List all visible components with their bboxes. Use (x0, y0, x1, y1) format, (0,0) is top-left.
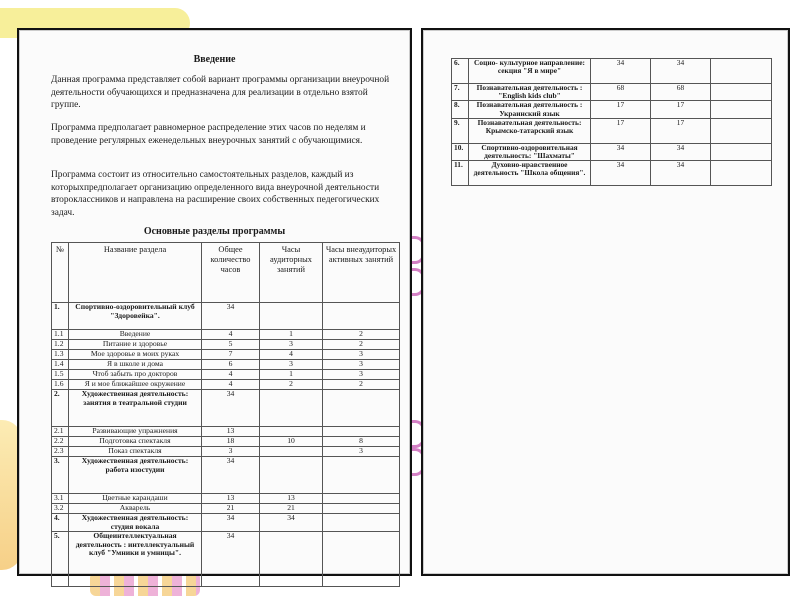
row-name: Подготовка спектакля (69, 437, 202, 447)
row-name: Спортивно-оздоровительная деятельность: "Шахматы" (469, 143, 591, 160)
table-row (52, 427, 400, 437)
row-extra (323, 532, 400, 587)
row-auditory: 13 (260, 494, 323, 504)
row-total: 34 (591, 161, 651, 186)
row-total: 13 (202, 427, 260, 437)
row-auditory: 17 (651, 118, 711, 143)
table-header-row (52, 243, 400, 303)
table-row (52, 360, 400, 370)
row-total: 4 (202, 380, 260, 390)
row-number: 3.1 (52, 494, 69, 504)
row-number: 2. (52, 390, 69, 427)
program-sections-table-continued (451, 58, 772, 186)
row-name: Художественная деятельность: студия вокала (69, 514, 202, 532)
row-extra (711, 118, 772, 143)
row-number: 1.6 (52, 380, 69, 390)
row-total: 4 (202, 370, 260, 380)
row-extra (711, 161, 772, 186)
row-number: 11. (452, 161, 469, 186)
row-auditory (260, 303, 323, 330)
row-auditory (260, 390, 323, 427)
row-number: 3.2 (52, 504, 69, 514)
table-row (52, 437, 400, 447)
row-extra (323, 514, 400, 532)
row-name: Художественная деятельность: занятия в театральной студии (69, 390, 202, 427)
page-title: Введение (193, 54, 236, 65)
row-name: Показ спектакля (69, 447, 202, 457)
row-number: 6. (452, 59, 469, 84)
document-page-left (17, 28, 412, 576)
row-extra (323, 303, 400, 330)
row-total: 68 (591, 84, 651, 101)
row-number: 2.1 (52, 427, 69, 437)
row-total: 34 (202, 532, 260, 587)
row-extra (711, 59, 772, 84)
row-total: 34 (202, 514, 260, 532)
column-header-extracurricular: Часы внеаудиторых активных занятий (323, 243, 400, 303)
row-total: 3 (202, 447, 260, 457)
row-name: Питание и здоровье (69, 340, 202, 350)
row-total: 13 (202, 494, 260, 504)
row-total: 34 (202, 457, 260, 494)
row-extra: 2 (323, 330, 400, 340)
table-row (52, 380, 400, 390)
column-header-auditory: Часы аудиторных занятий (260, 243, 323, 303)
table-row (52, 494, 400, 504)
row-number: 1. (52, 303, 69, 330)
row-name: Я в школе и дома (69, 360, 202, 370)
intro-paragraph-1: Данная программа представляет собой вариант программы организации внеурочной деятельности обучающихся и предназначена для реализации в отдельно взятой группе. (51, 75, 390, 111)
row-total: 7 (202, 350, 260, 360)
program-sections-table (51, 242, 400, 587)
table-row (452, 118, 772, 143)
row-extra: 3 (323, 447, 400, 457)
column-header-total: Общее количество часов (202, 243, 260, 303)
row-total: 34 (202, 303, 260, 330)
row-total: 6 (202, 360, 260, 370)
row-name: Познавательная деятельность : Украинский язык (469, 101, 591, 118)
table-row (52, 447, 400, 457)
row-auditory: 1 (260, 330, 323, 340)
row-auditory: 4 (260, 350, 323, 360)
row-name: Мое здоровье в моих руках (69, 350, 202, 360)
table-row (52, 370, 400, 380)
row-name: Социо- культурное направление: секция "Я в мире" (469, 59, 591, 84)
row-auditory: 2 (260, 380, 323, 390)
row-number: 1.1 (52, 330, 69, 340)
row-extra (323, 427, 400, 437)
row-number: 2.2 (52, 437, 69, 447)
row-number: 1.5 (52, 370, 69, 380)
row-extra: 8 (323, 437, 400, 447)
row-auditory: 10 (260, 437, 323, 447)
row-name: Духовно-нравственное деятельность "Школа общения". (469, 161, 591, 186)
row-auditory (260, 457, 323, 494)
row-number: 9. (452, 118, 469, 143)
row-name: Познавательная деятельность : "English kids club" (469, 84, 591, 101)
row-auditory (260, 532, 323, 587)
table-row (52, 303, 400, 330)
row-extra (711, 84, 772, 101)
row-name: Цветные карандаши (69, 494, 202, 504)
row-auditory (260, 427, 323, 437)
row-total: 21 (202, 504, 260, 514)
row-auditory: 17 (651, 101, 711, 118)
row-auditory: 34 (651, 161, 711, 186)
row-extra (323, 494, 400, 504)
table-row (52, 514, 400, 532)
row-total: 34 (202, 390, 260, 427)
row-auditory: 21 (260, 504, 323, 514)
table-row (452, 143, 772, 160)
row-total: 17 (591, 101, 651, 118)
row-number: 3. (52, 457, 69, 494)
intro-paragraph-2: Программа предполагает равномерное распределение этих часов по неделям и проведение регулярных еженедельных внеурочных занятий с обучающимися. (51, 123, 366, 146)
row-number: 10. (452, 143, 469, 160)
table-row (52, 532, 400, 587)
table-row (52, 390, 400, 427)
row-name: Введение (69, 330, 202, 340)
row-name: Спортивно-оздоровительный клуб "Здоровейка". (69, 303, 202, 330)
table-row (52, 330, 400, 340)
column-header-number: № (52, 243, 69, 303)
row-auditory: 3 (260, 360, 323, 370)
section-title: Основные разделы программы (143, 226, 286, 237)
row-auditory (260, 447, 323, 457)
row-name: Общеинтеллектуальная деятельность : интеллектуальный клуб "Умники и умницы". (69, 532, 202, 587)
table-row (52, 504, 400, 514)
row-auditory: 34 (651, 143, 711, 160)
row-auditory: 34 (260, 514, 323, 532)
table-row (52, 340, 400, 350)
table-row (452, 84, 772, 101)
row-extra (323, 504, 400, 514)
row-number: 1.2 (52, 340, 69, 350)
row-number: 1.3 (52, 350, 69, 360)
row-number: 8. (452, 101, 469, 118)
column-header-name: Название раздела (69, 243, 202, 303)
row-auditory: 1 (260, 370, 323, 380)
row-number: 7. (452, 84, 469, 101)
table-row (452, 161, 772, 186)
row-extra (323, 390, 400, 427)
row-name: Акварель (69, 504, 202, 514)
table-row (52, 457, 400, 494)
row-extra: 2 (323, 340, 400, 350)
row-extra: 3 (323, 360, 400, 370)
row-extra: 3 (323, 370, 400, 380)
row-extra: 3 (323, 350, 400, 360)
row-extra: 2 (323, 380, 400, 390)
row-name: Чтоб забыть про докторов (69, 370, 202, 380)
table-row (452, 59, 772, 84)
table-row (452, 101, 772, 118)
row-total: 4 (202, 330, 260, 340)
row-total: 18 (202, 437, 260, 447)
row-total: 17 (591, 118, 651, 143)
row-extra (323, 457, 400, 494)
intro-paragraph-3: Программа состоит из относительно самостоятельных разделов, каждый из которыхпредполагает организацию определенного вида внеурочной деятельности второклассников и направлена на расширение своих собственных педегогических задач. (51, 170, 380, 218)
row-total: 34 (591, 59, 651, 84)
row-auditory: 34 (651, 59, 711, 84)
row-number: 1.4 (52, 360, 69, 370)
row-name: Я и мое ближайшее окружение (69, 380, 202, 390)
row-total: 5 (202, 340, 260, 350)
row-auditory: 3 (260, 340, 323, 350)
row-auditory: 68 (651, 84, 711, 101)
row-total: 34 (591, 143, 651, 160)
document-page-right (421, 28, 790, 576)
row-name: Развивающие упражнения (69, 427, 202, 437)
row-number: 4. (52, 514, 69, 532)
row-extra (711, 143, 772, 160)
row-number: 2.3 (52, 447, 69, 457)
row-name: Художественная деятельность: работа изостудии (69, 457, 202, 494)
row-extra (711, 101, 772, 118)
row-name: Познавательная деятельность: Крымско-татарский язык (469, 118, 591, 143)
row-number: 5. (52, 532, 69, 587)
table-row (52, 350, 400, 360)
